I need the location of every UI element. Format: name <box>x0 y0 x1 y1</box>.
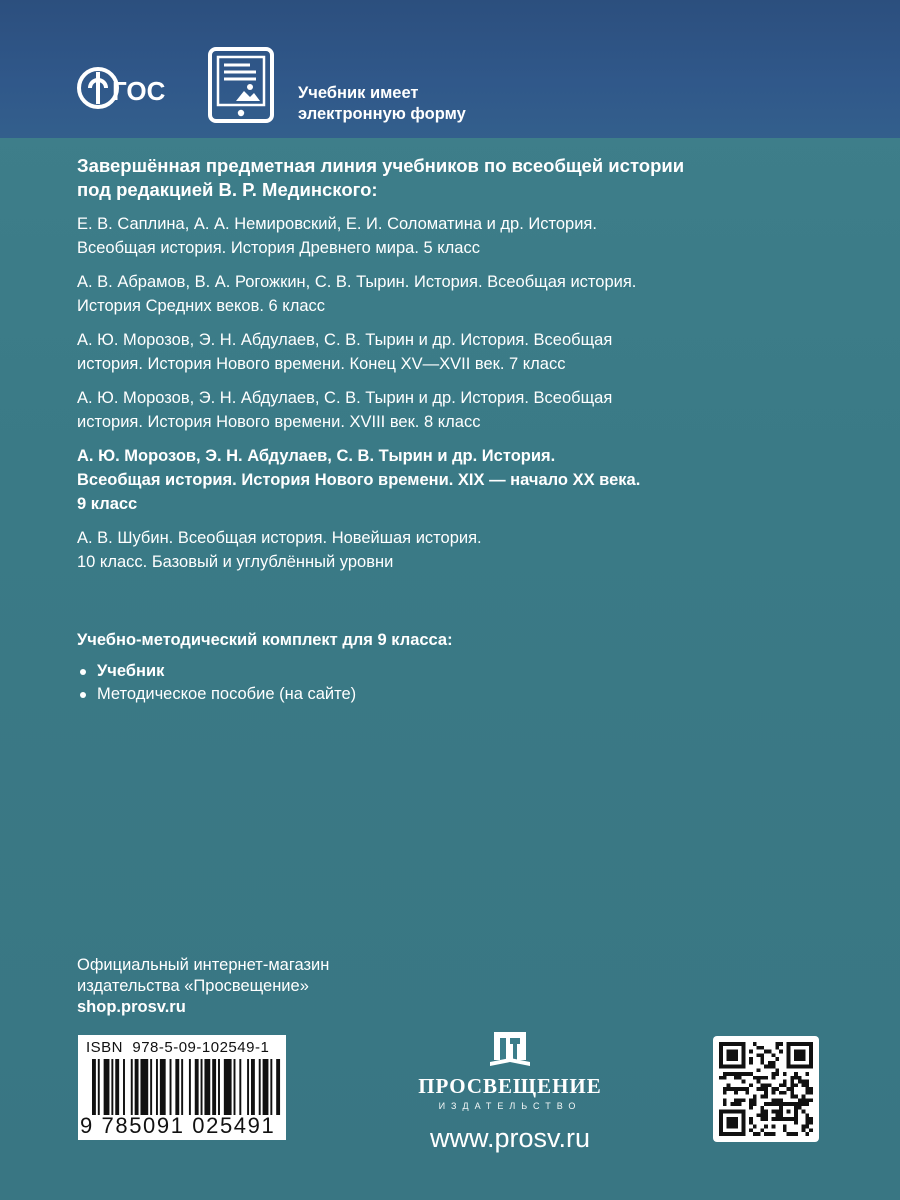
publisher-url[interactable]: www.prosv.ru <box>429 1123 591 1153</box>
qr-module <box>775 1098 779 1102</box>
book-line: А. В. Шубин. Всеобщая история. Новейшая история. <box>77 529 482 547</box>
qr-module <box>802 1095 806 1099</box>
qr-module <box>768 1083 772 1087</box>
qr-module <box>802 1125 806 1129</box>
qr-module <box>723 1076 727 1080</box>
qr-module <box>723 1072 727 1076</box>
eform-line1: Учебник имеет <box>298 84 419 102</box>
qr-module <box>805 1132 809 1136</box>
qr-module <box>768 1065 772 1069</box>
qr-module <box>719 1076 723 1080</box>
qr-module <box>745 1087 749 1091</box>
publisher-logo-icon <box>488 1030 532 1070</box>
qr-module <box>775 1117 779 1121</box>
book-line: история. История Нового времени. Конец XV—XVII век. 7 класс <box>77 355 566 373</box>
qr-module <box>749 1050 753 1054</box>
barcode-bar <box>115 1059 119 1115</box>
barcode-bar <box>131 1059 133 1115</box>
isbn-barcode <box>78 1035 286 1140</box>
barcode-bar <box>212 1059 216 1115</box>
qr-module <box>798 1076 802 1080</box>
barcode-bar <box>201 1059 203 1115</box>
qr-module <box>798 1098 802 1102</box>
barcode-bar <box>170 1059 172 1115</box>
qr-module <box>809 1091 813 1095</box>
book-grade-6 <box>77 270 837 318</box>
book-grade-9-current <box>77 444 837 516</box>
barcode-bar <box>204 1059 210 1115</box>
qr-module <box>734 1102 738 1106</box>
qr-module <box>802 1083 806 1087</box>
qr-module <box>809 1098 813 1102</box>
barcode-bars <box>92 1059 282 1115</box>
qr-module <box>734 1087 738 1091</box>
qr-module <box>772 1132 776 1136</box>
qr-module <box>727 1117 738 1128</box>
qr-module <box>809 1087 813 1091</box>
qr-module <box>764 1065 768 1069</box>
qr-module <box>772 1061 776 1065</box>
qr-module <box>760 1106 764 1110</box>
barcode-digits: 9 785091 025491 <box>80 1113 276 1138</box>
qr-module <box>760 1057 764 1061</box>
qr-module <box>738 1072 742 1076</box>
qr-module <box>760 1087 764 1091</box>
book-line: А. Ю. Морозов, Э. Н. Абдулаев, С. В. Тырин и др. История. <box>77 447 556 465</box>
qr-module <box>742 1080 746 1084</box>
qr-module <box>764 1083 768 1087</box>
barcode-bar <box>251 1059 255 1115</box>
shop-line1: Официальный интернет-магазин <box>77 956 330 974</box>
qr-module <box>760 1061 764 1065</box>
qr-module <box>772 1102 776 1106</box>
qr-module <box>727 1072 731 1076</box>
qr-module <box>798 1106 802 1110</box>
qr-module <box>760 1076 764 1080</box>
qr-module <box>760 1110 764 1114</box>
book-line: А. Ю. Морозов, Э. Н. Абдулаев, С. В. Тырин и др. История. Всеобщая <box>77 389 613 407</box>
barcode-bar <box>189 1059 191 1115</box>
barcode-bar <box>270 1059 272 1115</box>
online-shop-info <box>77 955 329 1018</box>
shop-url[interactable]: shop.prosv.ru <box>77 998 186 1016</box>
qr-module <box>779 1050 783 1054</box>
barcode-bar <box>247 1059 249 1115</box>
tablet-icon <box>208 47 274 123</box>
barcode-bar <box>181 1059 183 1115</box>
kit-list <box>77 660 777 706</box>
qr-module <box>760 1117 764 1121</box>
qr-module <box>730 1072 734 1076</box>
qr-module <box>809 1128 813 1132</box>
barcode-bar <box>135 1059 139 1115</box>
qr-module <box>764 1076 768 1080</box>
qr-module <box>749 1057 753 1061</box>
qr-module <box>730 1087 734 1091</box>
qr-code[interactable] <box>713 1036 819 1142</box>
series-heading <box>77 154 837 202</box>
qr-module <box>757 1068 761 1072</box>
qr-module <box>727 1050 738 1061</box>
qr-module <box>745 1091 749 1095</box>
qr-module <box>772 1065 776 1069</box>
qr-module <box>787 1132 791 1136</box>
book-line: А. Ю. Морозов, Э. Н. Абдулаев, С. В. Тырин и др. История. Всеобщая <box>77 331 613 349</box>
qr-module <box>760 1083 764 1087</box>
qr-module <box>734 1072 738 1076</box>
qr-module <box>742 1098 746 1102</box>
series-heading-line1: Завершённая предметная линия учебников по всеобщей истории <box>77 155 685 176</box>
qr-module <box>775 1068 779 1072</box>
qr-module <box>768 1102 772 1106</box>
qr-module <box>757 1087 761 1091</box>
qr-module <box>749 1098 753 1102</box>
qr-module <box>753 1132 757 1136</box>
qr-module <box>764 1091 768 1095</box>
qr-module <box>768 1061 772 1065</box>
qr-module <box>787 1087 791 1091</box>
qr-module <box>742 1087 746 1091</box>
qr-module <box>790 1083 794 1087</box>
qr-module <box>768 1132 772 1136</box>
isbn-number: 978-5-09-102549-1 <box>132 1039 270 1056</box>
qr-module <box>794 1083 798 1087</box>
qr-module <box>764 1102 768 1106</box>
qr-module <box>775 1057 779 1061</box>
book-line: Всеобщая история. История Древнего мира. 5 класс <box>77 239 480 257</box>
qr-module <box>772 1091 776 1095</box>
qr-module <box>794 1132 798 1136</box>
publisher-block <box>400 1030 620 1154</box>
qr-module <box>753 1125 757 1129</box>
qr-module <box>749 1102 753 1106</box>
qr-module <box>790 1076 794 1080</box>
qr-module <box>809 1117 813 1121</box>
qr-module <box>787 1110 791 1114</box>
qr-module <box>772 1117 776 1121</box>
svg-text:ГОС: ГОС <box>112 76 166 106</box>
qr-module <box>802 1080 806 1084</box>
barcode-bar <box>98 1059 100 1115</box>
barcode-bar <box>156 1059 158 1115</box>
qr-module <box>749 1128 753 1132</box>
qr-module <box>783 1128 787 1132</box>
teaching-kit <box>77 628 777 706</box>
book-grade-10 <box>77 526 837 574</box>
qr-module <box>738 1098 742 1102</box>
qr-module <box>757 1053 761 1057</box>
barcode-bar <box>218 1059 220 1115</box>
barcode-bar <box>276 1059 280 1115</box>
qr-module <box>764 1087 768 1091</box>
isbn-label: ISBN <box>86 1039 124 1056</box>
book-line: А. В. Абрамов, В. А. Рогожкин, С. В. Тырин. История. Всеобщая история. <box>77 273 637 291</box>
qr-module <box>783 1091 787 1095</box>
qr-module <box>794 1095 798 1099</box>
qr-module <box>727 1087 731 1091</box>
qr-module <box>775 1046 779 1050</box>
qr-module <box>749 1106 753 1110</box>
qr-module <box>805 1087 809 1091</box>
barcode-bar <box>239 1059 241 1115</box>
qr-module <box>764 1095 768 1099</box>
barcode-bar <box>263 1059 269 1115</box>
qr-module <box>764 1132 768 1136</box>
qr-module <box>723 1091 727 1095</box>
qr-module <box>805 1098 809 1102</box>
qr-module <box>772 1125 776 1129</box>
qr-module <box>779 1091 783 1095</box>
qr-module <box>802 1098 806 1102</box>
qr-module <box>779 1083 783 1087</box>
book-line: 9 класс <box>77 495 138 513</box>
qr-module <box>805 1072 809 1076</box>
qr-module <box>757 1113 761 1117</box>
qr-module <box>760 1113 764 1117</box>
qr-module <box>757 1076 761 1080</box>
barcode-bar <box>224 1059 232 1115</box>
qr-module <box>760 1046 764 1050</box>
qr-module <box>727 1083 731 1087</box>
qr-module <box>738 1087 742 1091</box>
qr-module <box>723 1098 727 1102</box>
barcode-bar <box>259 1059 261 1115</box>
isbn-text <box>86 1039 269 1056</box>
qr-module <box>768 1050 772 1054</box>
qr-module <box>760 1128 764 1132</box>
qr-module <box>745 1072 749 1076</box>
qr-module <box>772 1072 776 1076</box>
qr-module <box>772 1087 776 1091</box>
barcode-bar <box>123 1059 125 1115</box>
barcode-bar <box>140 1059 148 1115</box>
qr-module <box>805 1102 809 1106</box>
qr-module <box>772 1053 776 1057</box>
qr-module <box>753 1076 757 1080</box>
qr-module <box>805 1080 809 1084</box>
book-line: Е. В. Саплина, А. А. Немировский, Е. И. Соломатина и др. История. <box>77 215 597 233</box>
qr-module <box>738 1102 742 1106</box>
qr-module <box>742 1072 746 1076</box>
book-line: Всеобщая история. История Нового времени. XIX — начало XX века. <box>77 471 641 489</box>
qr-module <box>723 1087 727 1091</box>
book-grade-8 <box>77 386 837 434</box>
qr-module <box>749 1072 753 1076</box>
qr-module <box>738 1076 742 1080</box>
qr-module <box>757 1080 761 1084</box>
barcode-bar <box>104 1059 110 1115</box>
qr-module <box>764 1050 768 1054</box>
qr-module <box>730 1102 734 1106</box>
qr-module <box>783 1072 787 1076</box>
qr-module <box>775 1072 779 1076</box>
qr-module <box>764 1125 768 1129</box>
barcode-bar <box>195 1059 199 1115</box>
qr-module <box>734 1091 738 1095</box>
barcode-bar <box>150 1059 152 1115</box>
qr-module <box>779 1042 783 1046</box>
qr-module <box>760 1095 764 1099</box>
qr-module <box>805 1117 809 1121</box>
publisher-subtitle: ИЗДАТЕЛЬСТВО <box>438 1101 582 1111</box>
qr-module <box>798 1080 802 1084</box>
qr-module <box>753 1098 757 1102</box>
qr-module <box>805 1125 809 1129</box>
qr-module <box>749 1083 753 1087</box>
qr-module <box>783 1083 787 1087</box>
qr-module <box>794 1050 805 1061</box>
qr-module <box>775 1087 779 1091</box>
kit-item-textbook: Учебник <box>77 660 777 683</box>
book-line: 10 класс. Базовый и углублённый уровни <box>77 553 394 571</box>
qr-module <box>772 1076 776 1080</box>
book-line: история. История Нового времени. XVIII век. 8 класс <box>77 413 481 431</box>
publisher-name: ПРОСВЕЩЕНИЕ <box>418 1074 602 1098</box>
qr-module <box>734 1098 738 1102</box>
qr-module <box>734 1076 738 1080</box>
qr-module <box>794 1072 798 1076</box>
qr-module <box>753 1095 757 1099</box>
barcode-bar <box>111 1059 113 1115</box>
qr-module <box>802 1128 806 1132</box>
kit-heading: Учебно-методический комплект для 9 класса: <box>77 631 453 649</box>
qr-module <box>772 1098 776 1102</box>
qr-module <box>802 1110 806 1114</box>
qr-module <box>775 1102 779 1106</box>
barcode-bar <box>234 1059 236 1115</box>
qr-module <box>775 1113 779 1117</box>
qr-module <box>757 1046 761 1050</box>
qr-module <box>783 1080 787 1084</box>
qr-module <box>790 1080 794 1084</box>
qr-module <box>783 1125 787 1129</box>
book-line: История Средних веков. 6 класс <box>77 297 326 315</box>
qr-module <box>794 1121 798 1125</box>
qr-module <box>790 1132 794 1136</box>
fgos-logo <box>76 62 174 114</box>
series-heading-line2: под редакцией В. Р. Мединского: <box>77 179 378 200</box>
qr-module <box>764 1110 768 1114</box>
qr-module <box>790 1095 794 1099</box>
qr-module <box>809 1121 813 1125</box>
shop-line2: издательства «Просвещение» <box>77 977 309 995</box>
book-grade-5 <box>77 212 837 260</box>
qr-module <box>805 1113 809 1117</box>
qr-module <box>749 1121 753 1125</box>
qr-module <box>723 1102 727 1106</box>
electronic-form-note <box>298 83 466 125</box>
qr-module <box>753 1042 757 1046</box>
qr-module <box>805 1121 809 1125</box>
book-grade-7 <box>77 328 837 376</box>
barcode-bar <box>175 1059 179 1115</box>
qr-module <box>749 1061 753 1065</box>
qr-module <box>802 1102 806 1106</box>
qr-module <box>760 1053 764 1057</box>
qr-module <box>790 1091 794 1095</box>
qr-module <box>772 1110 776 1114</box>
qr-module <box>794 1076 798 1080</box>
barcode-bar <box>92 1059 96 1115</box>
qr-module <box>775 1042 779 1046</box>
qr-module <box>764 1113 768 1117</box>
series-list <box>77 154 837 584</box>
qr-module <box>749 1117 753 1121</box>
qr-module <box>779 1098 783 1102</box>
qr-module <box>790 1087 794 1091</box>
kit-item-methodical-guide: Методическое пособие (на сайте) <box>77 683 777 706</box>
qr-module <box>805 1083 809 1087</box>
eform-line2: электронную форму <box>298 105 466 123</box>
qr-module <box>805 1091 809 1095</box>
qr-module <box>757 1132 761 1136</box>
qr-module <box>798 1102 802 1106</box>
qr-module <box>753 1102 757 1106</box>
qr-module <box>764 1117 768 1121</box>
qr-module <box>775 1110 779 1114</box>
barcode-bar <box>160 1059 166 1115</box>
